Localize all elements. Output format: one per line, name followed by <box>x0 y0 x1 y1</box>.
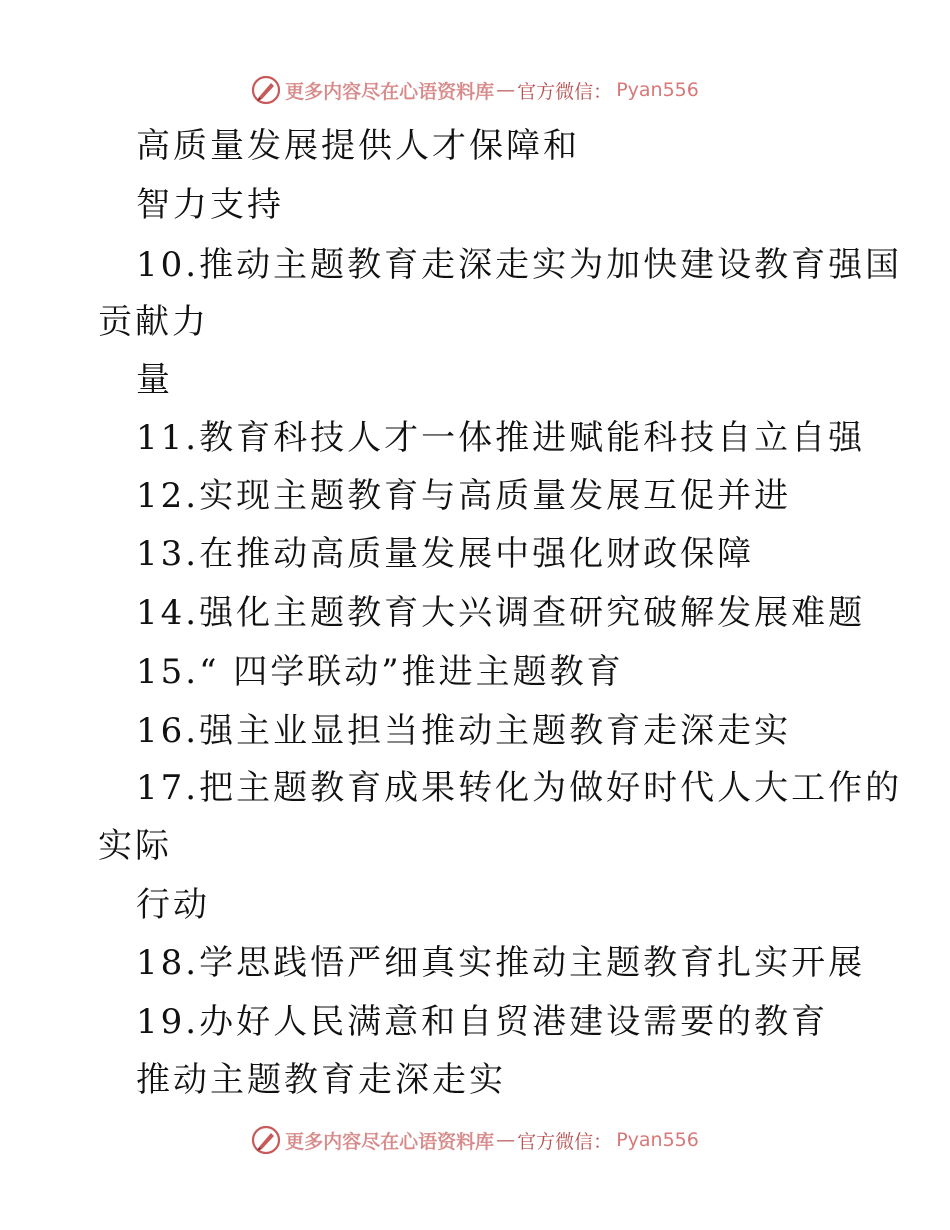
quill-pen-logo-icon <box>251 75 281 105</box>
watermark-wechat-label: 官方微信： <box>517 1130 613 1153</box>
doc-line: 量 <box>136 360 173 400</box>
doc-line: 16.强主业显担当推动主题教育走深走实 <box>136 711 792 751</box>
doc-line: 高质量发展提供人才保障和 <box>136 126 580 166</box>
doc-line: 智力支持 <box>136 185 284 225</box>
doc-line: 行动 <box>136 885 210 925</box>
watermark-separator: — <box>496 79 516 101</box>
doc-line: 实际 <box>98 826 172 866</box>
watermark-wechat-id: Pyan556 <box>616 79 699 101</box>
doc-line: 19.办好人民满意和自贸港建设需要的教育 <box>136 1002 829 1042</box>
doc-line: 推动主题教育走深走实 <box>136 1060 506 1100</box>
watermark-wechat-label: 官方微信： <box>517 80 613 103</box>
doc-line: 15.“ 四学联动”推进主题教育 <box>136 652 624 692</box>
watermark-main-text: 更多内容尽在心语资料库 <box>285 1130 495 1153</box>
doc-line: 贡献力 <box>98 302 209 342</box>
watermark-main-text: 更多内容尽在心语资料库 <box>285 80 495 103</box>
watermark-wechat-id: Pyan556 <box>616 1129 699 1151</box>
doc-line: 12.实现主题教育与高质量发展互促并进 <box>136 476 792 516</box>
header-watermark <box>0 70 950 110</box>
quill-pen-logo-icon <box>251 1125 281 1155</box>
watermark-separator: — <box>496 1129 516 1151</box>
doc-line: 10.推动主题教育走深走实为加快建设教育强国 <box>136 245 903 285</box>
doc-line: 14.强化主题教育大兴调查研究破解发展难题 <box>136 593 866 633</box>
doc-line: 11.教育科技人才一体推进赋能科技自立自强 <box>136 418 866 458</box>
footer-watermark <box>0 1120 950 1160</box>
doc-line: 17.把主题教育成果转化为做好时代人大工作的 <box>136 768 903 808</box>
doc-line: 18.学思践悟严细真实推动主题教育扎实开展 <box>136 943 866 983</box>
doc-line: 13.在推动高质量发展中强化财政保障 <box>136 534 755 574</box>
